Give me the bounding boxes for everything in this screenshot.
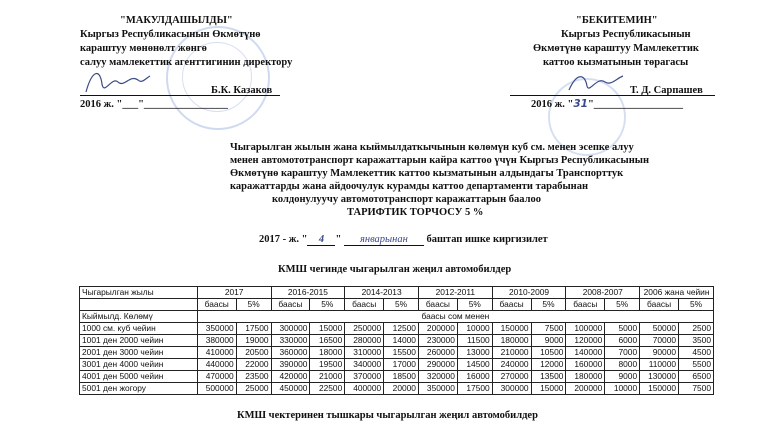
table-row	[80, 335, 714, 347]
title-line-6: ТАРИФТИК ТОРЧОСУ 5 %	[347, 207, 484, 218]
percent-header: 5%	[310, 299, 345, 311]
engine-volume-cell: 1001 ден 2000 чейин	[80, 335, 198, 347]
percent-header: 5%	[605, 299, 640, 311]
sign-date-left: 2016 ж. "___"________________	[80, 99, 228, 110]
base-price-cell: 100000	[566, 323, 605, 335]
fee-cell: 20000	[384, 383, 419, 395]
fee-cell: 7000	[605, 347, 640, 359]
base-price-cell: 180000	[492, 335, 531, 347]
title-line-5: колдонулуучу автомототранспорт каражаттарын баалоо	[272, 194, 542, 205]
base-price-cell: 290000	[418, 359, 457, 371]
fee-cell: 10000	[457, 323, 492, 335]
effective-month: январынан	[344, 234, 424, 246]
base-price-header: баасы	[271, 299, 310, 311]
signature-right	[565, 70, 625, 98]
approval-heading-right: "БЕКИТЕМИН"	[576, 15, 658, 26]
base-price-cell: 300000	[271, 323, 310, 335]
base-price-header: баасы	[492, 299, 531, 311]
base-price-header: баасы	[566, 299, 605, 311]
sign-date-right	[531, 98, 683, 111]
fee-cell: 10000	[605, 383, 640, 395]
agency-line-3: салуу мамлекеттик агенттигинин директору	[80, 57, 293, 68]
fee-cell: 17500	[236, 323, 271, 335]
base-price-cell: 470000	[197, 371, 236, 383]
base-price-cell: 330000	[271, 335, 310, 347]
base-price-cell: 230000	[418, 335, 457, 347]
fee-cell: 19000	[236, 335, 271, 347]
fee-cell: 4500	[679, 347, 714, 359]
fee-cell: 18000	[310, 347, 345, 359]
title-line-4: каражаттарды жана айдоочулук курамды каттоо департаменти тарабынан	[230, 181, 589, 192]
base-price-header: баасы	[197, 299, 236, 311]
base-price-cell: 70000	[640, 335, 679, 347]
year-label-cell: Чыгарылган жылы	[80, 287, 198, 299]
price-label-cell: баасы сом менен	[197, 311, 713, 323]
table-row	[80, 359, 714, 371]
base-price-cell: 210000	[492, 347, 531, 359]
base-price-cell: 250000	[345, 323, 384, 335]
fee-cell: 5000	[605, 323, 640, 335]
base-price-cell: 450000	[271, 383, 310, 395]
effective-suffix: баштап ишке киргизилет	[423, 234, 548, 245]
percent-header: 5%	[384, 299, 419, 311]
base-price-cell: 340000	[345, 359, 384, 371]
table-row	[80, 371, 714, 383]
base-price-cell: 410000	[197, 347, 236, 359]
fee-cell: 18500	[384, 371, 419, 383]
percent-header: 5%	[679, 299, 714, 311]
base-price-cell: 180000	[566, 371, 605, 383]
table-engine-header-row	[80, 311, 714, 323]
fee-cell: 11500	[457, 335, 492, 347]
fee-cell: 9000	[531, 335, 566, 347]
fee-cell: 12000	[531, 359, 566, 371]
year-header: 2008-2007	[566, 287, 640, 299]
fee-cell: 14500	[457, 359, 492, 371]
year-header: 2016-2015	[271, 287, 345, 299]
effective-day: 4	[307, 234, 335, 246]
sign-date-right-prefix: 2016 ж. "	[531, 99, 574, 110]
base-price-cell: 320000	[418, 371, 457, 383]
base-price-cell: 300000	[492, 383, 531, 395]
base-price-header: баасы	[640, 299, 679, 311]
fee-cell: 15500	[384, 347, 419, 359]
base-price-cell: 400000	[345, 383, 384, 395]
fee-cell: 22000	[236, 359, 271, 371]
base-price-cell: 310000	[345, 347, 384, 359]
effective-mid: "	[335, 234, 344, 245]
engine-volume-cell: 4001 ден 5000 чейин	[80, 371, 198, 383]
fee-cell: 7500	[679, 383, 714, 395]
year-header: 2017	[197, 287, 271, 299]
sign-date-right-day: 31	[573, 98, 588, 110]
title-line-1: Чыгарылган жылын жана кыймылдаткычынын көлөмүн куб см. менен эсепке алуу	[230, 142, 634, 153]
service-line-1: Кыргыз Республикасынын	[561, 29, 691, 40]
engine-volume-cell: 5001 ден жогору	[80, 383, 198, 395]
tariff-body	[80, 323, 714, 395]
base-price-cell: 120000	[566, 335, 605, 347]
year-header: 2012-2011	[418, 287, 492, 299]
approval-heading-left: "МАКУЛДАШЫЛДЫ"	[120, 15, 233, 26]
sign-date-right-suffix: "	[587, 99, 594, 110]
base-price-cell: 90000	[640, 347, 679, 359]
fee-cell: 21000	[310, 371, 345, 383]
empty-cell	[80, 299, 198, 311]
engine-label-cell: Кыймылд. Көлөмү	[80, 311, 198, 323]
base-price-header: баасы	[418, 299, 457, 311]
fee-cell: 16000	[457, 371, 492, 383]
base-price-cell: 200000	[566, 383, 605, 395]
base-price-cell: 350000	[197, 323, 236, 335]
base-price-cell: 260000	[418, 347, 457, 359]
fee-cell: 9000	[605, 371, 640, 383]
engine-volume-cell: 2001 ден 3000 чейин	[80, 347, 198, 359]
signer-name-left: Б.К. Казаков	[211, 85, 273, 96]
base-price-cell: 150000	[492, 323, 531, 335]
fee-cell: 20500	[236, 347, 271, 359]
fee-cell: 6500	[679, 371, 714, 383]
section-title-cis: КМШ чегинде чыгарылган жеңил автомобилдер	[278, 264, 512, 275]
engine-volume-cell: 1000 см. куб чейин	[80, 323, 198, 335]
base-price-cell: 110000	[640, 359, 679, 371]
base-price-cell: 280000	[345, 335, 384, 347]
base-price-header: баасы	[345, 299, 384, 311]
fee-cell: 6000	[605, 335, 640, 347]
tariff-table	[79, 286, 714, 395]
table-row	[80, 347, 714, 359]
table-year-header-row	[80, 287, 714, 299]
base-price-cell: 130000	[640, 371, 679, 383]
fee-cell: 13000	[457, 347, 492, 359]
base-price-cell: 440000	[197, 359, 236, 371]
year-header: 2010-2009	[492, 287, 566, 299]
year-header: 2006 жана чейин	[640, 287, 714, 299]
fee-cell: 25000	[236, 383, 271, 395]
fee-cell: 12500	[384, 323, 419, 335]
section-title-non-cis: КМШ чектеринен тышкары чыгарылган жеңил автомобилдер	[237, 410, 538, 421]
base-price-cell: 420000	[271, 371, 310, 383]
table-row	[80, 383, 714, 395]
fee-cell: 13500	[531, 371, 566, 383]
base-price-cell: 270000	[492, 371, 531, 383]
base-price-cell: 350000	[418, 383, 457, 395]
fee-cell: 15000	[531, 383, 566, 395]
base-price-cell: 380000	[197, 335, 236, 347]
year-header: 2014-2013	[345, 287, 419, 299]
fee-cell: 3500	[679, 335, 714, 347]
signature-left	[82, 66, 152, 98]
fee-cell: 5500	[679, 359, 714, 371]
fee-cell: 17500	[457, 383, 492, 395]
table-row	[80, 323, 714, 335]
base-price-cell: 50000	[640, 323, 679, 335]
percent-header: 5%	[236, 299, 271, 311]
agency-line-1: Кыргыз Республикасынын Өкмөтүнө	[80, 29, 261, 40]
engine-volume-cell: 3001 ден 4000 чейин	[80, 359, 198, 371]
signer-name-right: Т. Д. Сарпашев	[630, 85, 703, 96]
fee-cell: 15000	[310, 323, 345, 335]
sign-date-right-tail: _________________	[593, 99, 684, 110]
fee-cell: 8000	[605, 359, 640, 371]
fee-cell: 17000	[384, 359, 419, 371]
fee-cell: 10500	[531, 347, 566, 359]
effective-date	[259, 234, 548, 246]
fee-cell: 7500	[531, 323, 566, 335]
base-price-cell: 360000	[271, 347, 310, 359]
document-title	[150, 141, 650, 219]
percent-header: 5%	[531, 299, 566, 311]
base-price-cell: 370000	[345, 371, 384, 383]
fee-cell: 16500	[310, 335, 345, 347]
base-price-cell: 200000	[418, 323, 457, 335]
service-line-2: Өкмөтүнө караштуу Мамлекеттик	[533, 43, 699, 54]
title-line-3: Өкмөтүнө караштуу Мамлекеттик каттоо кызматынын алдындагы Транспорттук	[230, 168, 624, 179]
base-price-cell: 500000	[197, 383, 236, 395]
fee-cell: 14000	[384, 335, 419, 347]
fee-cell: 19500	[310, 359, 345, 371]
title-line-2: менен автомототранспорт каражаттарын кайра каттоо үчүн Кыргыз Республикасынын	[230, 155, 650, 166]
base-price-cell: 140000	[566, 347, 605, 359]
table-sub-header-row	[80, 299, 714, 311]
base-price-cell: 390000	[271, 359, 310, 371]
agency-line-2: караштуу мөнөнөлт жөнгө	[80, 43, 207, 54]
base-price-cell: 240000	[492, 359, 531, 371]
fee-cell: 23500	[236, 371, 271, 383]
fee-cell: 2500	[679, 323, 714, 335]
base-price-cell: 160000	[566, 359, 605, 371]
percent-header: 5%	[457, 299, 492, 311]
effective-prefix: 2017 - ж. "	[259, 234, 308, 245]
service-line-3: каттоо кызматынын төрагасы	[543, 57, 689, 68]
base-price-cell: 150000	[640, 383, 679, 395]
fee-cell: 22500	[310, 383, 345, 395]
